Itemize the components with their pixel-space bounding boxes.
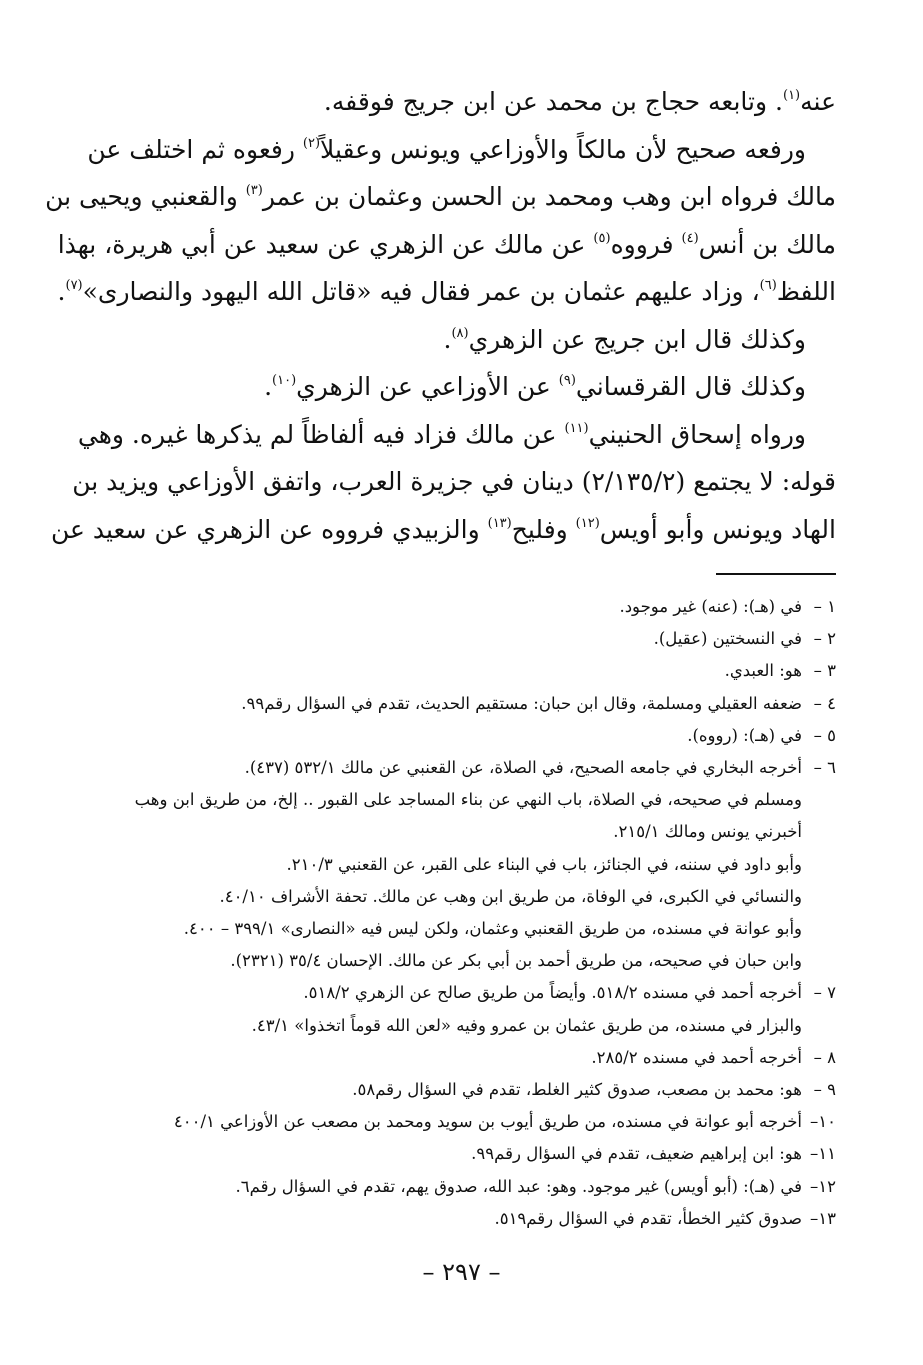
footnote-3 — [96, 655, 836, 687]
footnote-number: ١٣– — [810, 1208, 836, 1228]
footnote-number: ٧ – — [813, 983, 836, 1003]
footnote-6-continued — [96, 784, 836, 816]
footnote-ref-5: (٥) — [593, 230, 611, 246]
footnote-number: ٤ – — [813, 693, 836, 713]
footnote-7 — [96, 977, 836, 1009]
footnote-text: في النسختين (عقيل). — [653, 629, 802, 649]
body-line-4: مالك بن أنس$^{(٤)}$ فرووه$^{(٥)}$ عن مالك عن الزهري عن سعيد عن أبي هريرة، بهذا — [57, 229, 836, 259]
footnote-12 — [96, 1171, 836, 1203]
footnote-6 — [96, 752, 836, 784]
footnote-ref-11: (١١) — [564, 420, 589, 436]
footnote-number: ٨ – — [813, 1047, 836, 1067]
footnote-text: هو: العبدي. — [724, 661, 802, 681]
footnote-text: صدوق كثير الخطأ، تقدم في السؤال رقم٥١٩. — [494, 1208, 802, 1228]
footnote-ref-7: (٧) — [65, 278, 83, 293]
footnote-ref-3: (٣) — [245, 183, 263, 198]
footnotes — [96, 591, 836, 1235]
footnote-text: وابن حبان في صحيحه، من طريق أحمد بن أبي بكر عن مالك. الإحسان ٣٥/٤ (٢٣٢١). — [230, 951, 802, 971]
body-line-3: مالك فرواه ابن وهب ومحمد بن الحسن وعثمان بن عمر$^{(٣)}$ والقعنبي ويحيى بن — [45, 182, 836, 211]
footnote-11 — [96, 1138, 836, 1170]
footnote-text: وأبو داود في سننه، في الجنائز، باب في البناء على القبر، عن القعنبي ٢١٠/٣. — [286, 854, 802, 874]
footnote-text: وأبو عوانة في مسنده، من طريق القعنبي وعثمان، ولكن ليس فيه «النصارى» ٣٩٩/١ – ٤٠٠. — [183, 919, 802, 939]
body-line-6: وكذلك قال ابن جريج عن الزهري$^{(٨)}$. — [443, 324, 806, 354]
footnote-number: ٦ – — [813, 758, 836, 778]
footnote-ref-2: (٢) — [302, 135, 321, 151]
footnote-number: ٢ – — [813, 629, 836, 649]
body-line-2: ورفعه صحيح لأن مالكاً والأوزاعي ويونس وعقيلاً$^{(٢)}$ رفعوه ثم اختلف عن — [87, 134, 806, 164]
footnote-ref-4: (٤) — [681, 230, 699, 246]
footnote-ref-12: (١٢) — [575, 515, 600, 531]
footnote-6-continued — [96, 913, 836, 945]
main-text — [45, 78, 836, 553]
body-line-10: الهاد ويونس وأبو أويس$^{(١٢)}$ وفليح$^{(١٣)}$ والزبيدي فرووه عن الزهري عن سعيد عن — [50, 514, 836, 544]
footnote-text: هو: محمد بن مصعب، صدوق كثير الغلط، تقدم في السؤال رقم٥٨. — [352, 1080, 802, 1100]
footnote-7-continued — [96, 1010, 836, 1042]
footnote-ref-10: (١٠) — [272, 373, 297, 388]
footnote-5 — [96, 720, 836, 752]
footnote-number: ٥ – — [813, 725, 836, 745]
footnote-8 — [96, 1042, 836, 1074]
footnote-2 — [96, 623, 836, 655]
footnote-separator — [716, 573, 836, 575]
body-line-7: وكذلك قال القرقساني$^{(٩)}$ عن الأوزاعي عن الزهري$^{(١٠)}$. — [264, 372, 806, 401]
footnote-text: أخرجه البخاري في جامعه الصحيح، في الصلاة، عن القعنبي عن مالك ٥٣٢/١ (٤٣٧). — [244, 758, 802, 778]
footnote-number: ٩ – — [813, 1080, 836, 1100]
footnote-6-continued — [96, 849, 836, 881]
body-line-1: عنه$^{(١)}$. وتابعه حجاج بن محمد عن ابن جريج فوقفه. — [323, 87, 836, 116]
footnote-10 — [96, 1106, 836, 1138]
footnote-number: ١٠– — [810, 1112, 836, 1132]
footnote-9 — [96, 1074, 836, 1106]
footnote-number: ١٢– — [810, 1176, 836, 1196]
document-page — [45, 78, 836, 1328]
footnote-4 — [96, 688, 836, 720]
footnote-ref-13: (١٣) — [487, 515, 512, 531]
footnote-6-continued — [96, 816, 836, 848]
footnote-text: أخبرني يونس ومالك ٢١٥/١. — [613, 822, 802, 842]
footnote-text: أخرجه أبو عوانة في مسنده، من طريق أيوب بن سويد ومحمد بن مصعب عن الأوزاعي ٤٠٠/١ — [173, 1112, 802, 1132]
footnote-1 — [96, 591, 836, 623]
footnote-ref-1: (١) — [782, 88, 801, 103]
footnote-text: ضعفه العقيلي ومسلمة، وقال ابن حبان: مستقيم الحديث، تقدم في السؤال رقم٩٩. — [241, 693, 802, 713]
footnote-ref-9: (٩) — [558, 373, 576, 388]
footnote-text: أخرجه أحمد في مسنده ٢٨٥/٢. — [591, 1047, 802, 1067]
footnote-text: أخرجه أحمد في مسنده ٥١٨/٢. وأيضاً من طريق صالح عن الزهري ٥١٨/٢. — [303, 983, 802, 1003]
footnote-ref-6: (٦) — [759, 278, 777, 293]
footnote-ref-8: (٨) — [451, 325, 469, 341]
footnote-text: في (هـ): (عنه) غير موجود. — [619, 597, 802, 616]
body-line-8: ورواه إسحاق الحنيني$^{(١١)}$ عن مالك فزاد فيه ألفاظاً لم يذكرها غيره. وهي — [77, 419, 806, 449]
footnote-number: ١ – — [813, 597, 836, 616]
footnote-text: في (هـ): (رووه). — [687, 725, 802, 745]
footnote-6-continued — [96, 945, 836, 977]
footnote-6-continued — [96, 881, 836, 913]
footnote-number: ١١– — [810, 1144, 836, 1164]
footnote-13 — [96, 1203, 836, 1235]
footnote-text: والبزار في مسنده، من طريق عثمان بن عمرو وفيه «لعن الله قوماً اتخذوا» ٤٣/١. — [251, 1015, 802, 1035]
page-number: – ٢٩٧ – — [422, 1258, 501, 1286]
footnote-text: هو: ابن إبراهيم ضعيف، تقدم في السؤال رقم٩٩. — [471, 1144, 802, 1164]
footnote-number: ٣ – — [813, 661, 836, 681]
footnote-text: ومسلم في صحيحه، في الصلاة، باب النهي عن بناء المساجد على القبور .. إلخ، من طريق ابن وهب — [134, 790, 802, 810]
body-line-9: قوله: لا يجتمع (٢/١٣٥/٢) دينان في جزيرة العرب، واتفق الأوزاعي ويزيد بن — [72, 467, 836, 496]
footnote-text: والنسائي في الكبرى، في الوفاة، من طريق ابن وهب عن مالك. تحفة الأشراف ٤٠/١٠. — [219, 886, 802, 906]
footnote-text: في (هـ): (أبو أويس) غير موجود. وهو: عبد الله، صدوق يهم، تقدم في السؤال رقم٦. — [235, 1176, 802, 1196]
body-line-5: اللفظ$^{(٦)}$، وزاد عليهم عثمان بن عمر فقال فيه «قاتل الله اليهود والنصارى»$^{(٧)}$. — [57, 277, 836, 306]
